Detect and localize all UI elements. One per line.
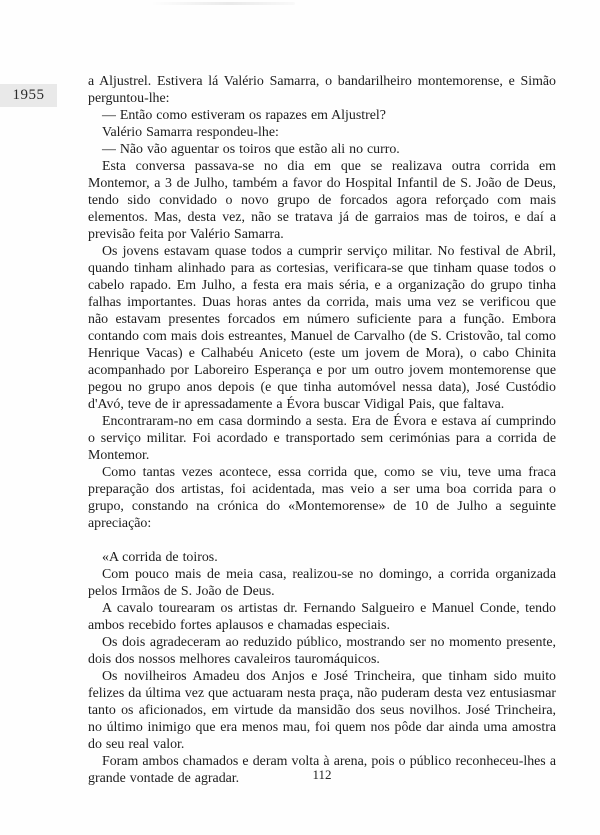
paragraph: «A corrida de toiros. — [102, 550, 218, 565]
page-number: 112 — [312, 767, 332, 782]
paragraph: Os jovens estavam quase todos a cumprir serviço militar. No festival de Abril, quando tinham alinhado para as cortesias, verificara-se que tinham quase todos o cabelo rapado. Em Julho, a festa era mais séria, e a organização do grupo tinha falhas importantes. Duas horas antes da corrida, mais uma vez se verificou que não estavam presentes forcados em número suficiente para a função. Embora contando com mais dois estreantes, Manuel de Carvalho (de S. Cristovão, tal como Henrique Vacas) e Calhabéu Aniceto (este um jovem de Mora), o cabo Chinita acompanhado por Laboreiro Esperança e por um outro jovem montemorense que pegou no grupo anos depois (e que tinha automóvel nessa data), José Custódio d'Avó, teve de ir apressadamente a Évora buscar Vidigal Pais, que faltava. — [88, 244, 556, 412]
paragraph: Os dois agradeceram ao reduzido público, mostrando ser no momento presente, dois dos nossos melhores cavaleiros tauromáquicos. — [88, 635, 556, 667]
paragraph: — Não vão aguentar os toiros que estão ali no curro. — [102, 142, 400, 157]
paragraph: A cavalo tourearam os artistas dr. Fernando Salgueiro e Manuel Conde, tendo ambos recebido fortes aplausos e chamadas especiais. — [88, 601, 556, 633]
paragraph: Como tantas vezes acontece, essa corrida que, como se viu, teve uma fraca preparação dos artistas, foi acidentada, mas veio a ser uma boa corrida para o grupo, constando na crónica do «Montemorense» de 10 de Julho a seguinte apreciação: — [88, 465, 556, 531]
paragraph: Os novilheiros Amadeu dos Anjos e José Trincheira, que tinham sido muito felizes da última vez que actuaram nesta praça, não puderam desta vez entusiasmar tanto os aficionados, em virtude da mansidão dos seus novilhos. José Trincheira, no último inimigo que era menos mau, foi quem nos pôde dar ainda uma amostra do seu real valor. — [88, 669, 556, 752]
paragraph: Encontraram-no em casa dormindo a sesta. Era de Évora e estava aí cumprindo o serviço militar. Foi acordado e transportado sem cerimónias para a corrida de Montemor. — [88, 414, 556, 463]
scan-artifact-line — [150, 2, 295, 5]
paragraph: Esta conversa passava-se no dia em que se realizava outra corrida em Montemor, a 3 de Julho, também a favor do Hospital Infantil de S. João de Deus, tendo sido convidado o novo grupo de forcados agora reforçado com mais elementos. Mas, desta vez, não se tratava já de garraios mas de toiros, e daí a previsão feita por Valério Samarra. — [88, 159, 556, 242]
margin-year-tab — [0, 84, 57, 107]
paragraph: Foram ambos chamados e deram volta à arena, pois o público reconheceu-lhes a grande vontade de agradar. — [88, 754, 556, 786]
paragraph: Com pouco mais de meia casa, realizou-se no domingo, a corrida organizada pelos Irmãos de S. João de Deus. — [88, 567, 556, 599]
paragraph: Valério Samarra respondeu-lhe: — [102, 125, 279, 140]
paragraph: — Então como estiveram os rapazes em Aljustrel? — [102, 108, 386, 123]
year-label: 1955 — [12, 87, 45, 103]
body-text — [88, 73, 556, 787]
paragraph: a Aljustrel. Estivera lá Valério Samarra, o bandarilheiro montemorense, e Simão perguntou-lhe: — [88, 74, 556, 106]
